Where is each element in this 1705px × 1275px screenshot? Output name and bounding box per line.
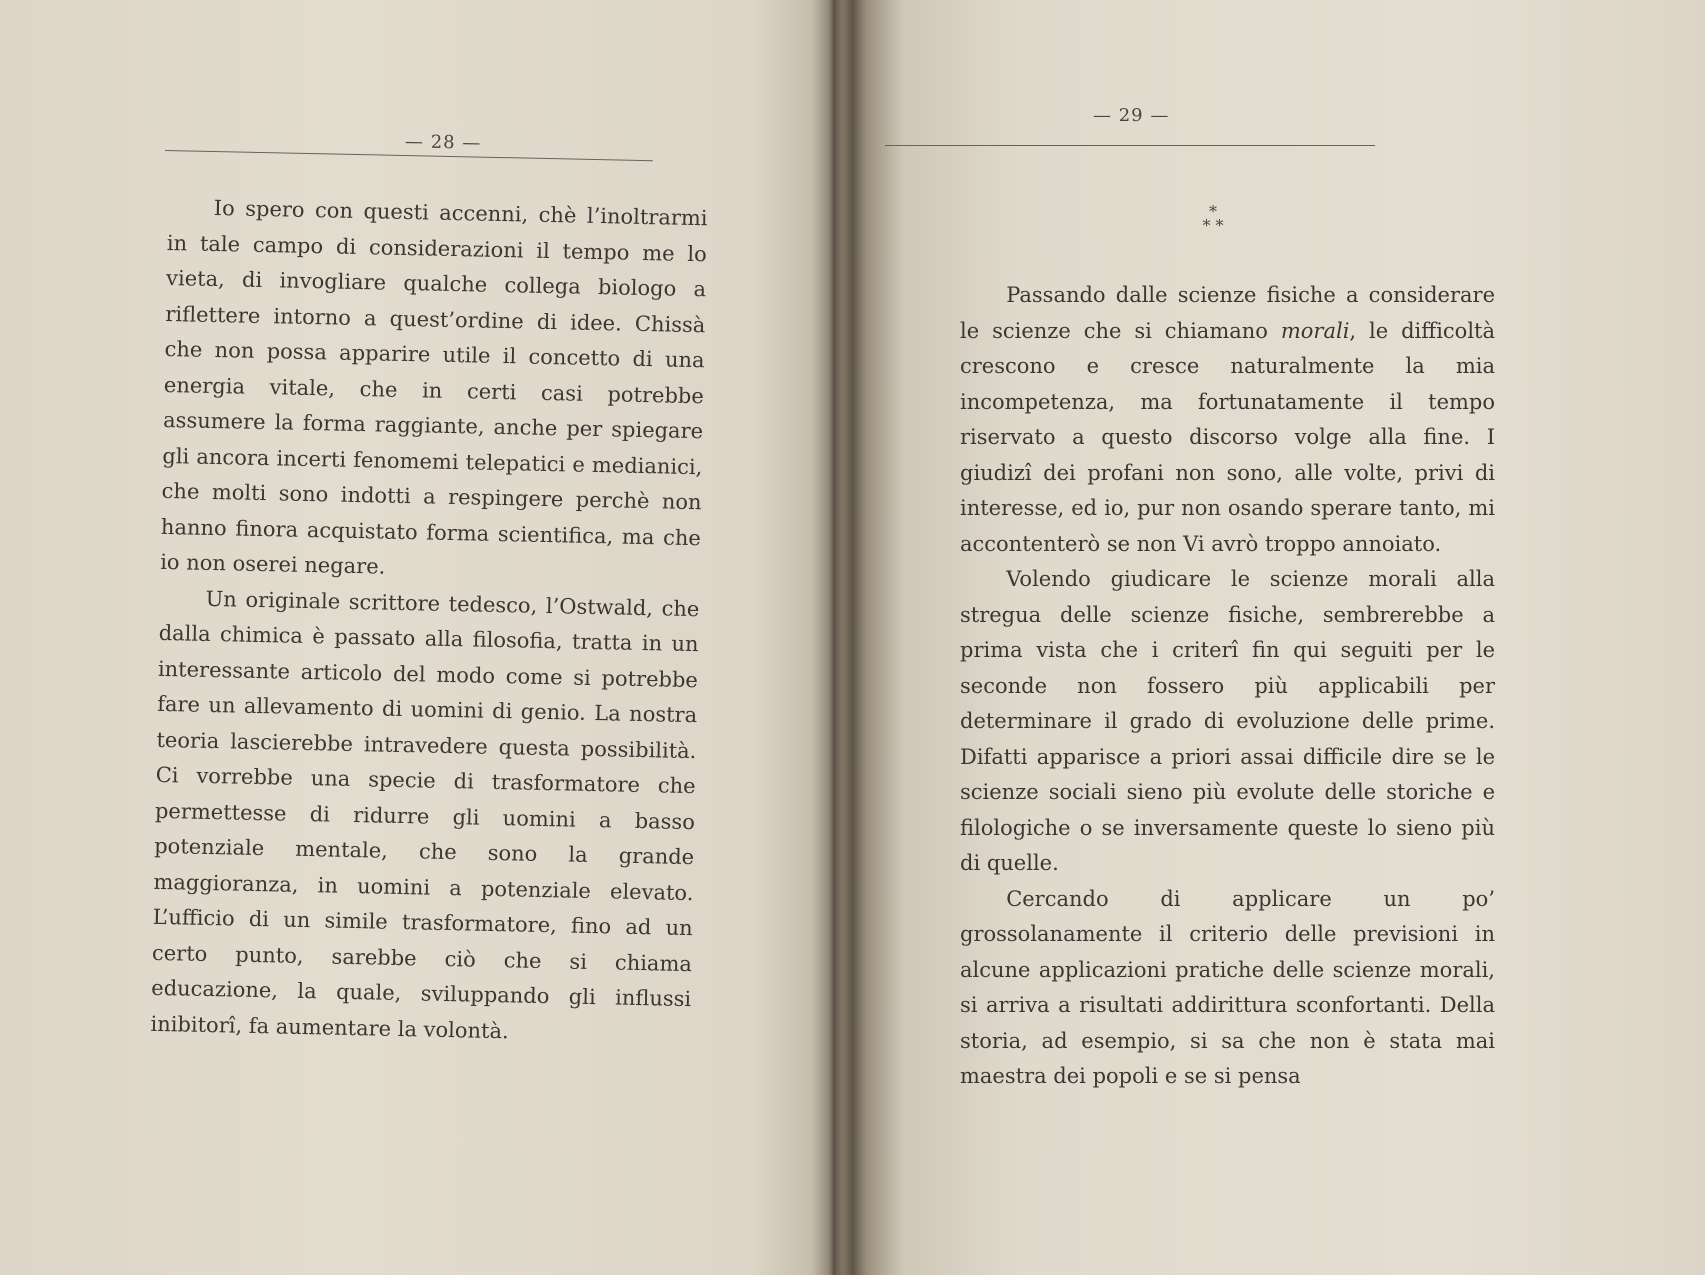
paragraph: Io spero con questi accenni, chè l’inoltrarmi in tale campo di considerazioni il tempo me lo vieta, di invogliare qualche collega biologo a riflettere intorno a quest’ordine di idee. Chissà che non possa apparire utile il concetto di una energia vitale, che in certi casi potrebbe assumere la forma raggiante, anche per spiegare gli ancora incerti fenomemi telepatici e medianici, che molti sono indotti a respingere perchè non hanno finora acquistato forma scientifica, ma che io non oserei negare.: [159, 195, 708, 579]
emphasis-text: morali: [1280, 318, 1350, 343]
page-number: — 29 —: [1093, 105, 1170, 126]
asterism-bottom: * *: [1202, 216, 1224, 235]
page-number: — 28 —: [404, 131, 482, 154]
paragraph-text: Passando dalle scienze fisiche a considerare le scienze che si chiamano: [960, 283, 1495, 343]
header-rule: [885, 145, 1375, 146]
paragraph: Volendo giudicare le scienze morali alla stregua delle scienze fisiche, sembrerebbe a prima vista che i criterî fin qui seguiti per le seconde non fossero più applicabili per determinare il grado di evoluzione delle prime. Difatti apparisce a priori assai difficile dire se le scienze sociali sieno più evolute delle storiche e filologiche o se inversamente queste lo sieno più di quelle.: [960, 567, 1495, 875]
asterism-top: *: [1209, 202, 1217, 221]
paragraph: Cercando di applicare un po’ grossolanamente il criterio delle previsioni in alcune applicazioni pratiche delle scienze morali, si arriva a risultati addirittura sconfortanti. Della storia, ad esempio, si sa che non è stata mai maestra dei popoli e se si pensa: [960, 886, 1495, 1088]
body-text: [150, 190, 708, 1053]
left-page: [0, 0, 820, 1275]
paragraph: Un originale scrittore tedesco, l’Ostwald, che dalla chimica è passato alla filosofia, tratta in un interessante articolo del modo come si potrebbe fare un allevamento di uomini di genio. La nostra teoria lascierebbe intravedere questa possibilità. Ci vorrebbe una specie di trasformatore che permettesse di ridurre gli uomini a basso potenziale mentale, che sono la grande maggioranza, in uomini a potenziale elevato. L’ufficio di un simile trasformatore, fino ad un certo punto, sarebbe ciò che si chiama educazione, la quale, sviluppando gli influssi inibitorî, fa aumentare la volontà.: [150, 586, 700, 1043]
body-text: [960, 278, 1495, 1095]
paragraph-text: , le difficoltà crescono e cresce naturalmente la mia incompetenza, ma fortunatamente il tempo riservato a questo discorso volge alla fine. I giudizî dei profani non sono, alle volte, privi di interesse, ed io, pur non osando sperare tanto, mi accontenterò se non Vi avrò troppo annoiato.: [960, 318, 1495, 556]
section-asterism: [1183, 202, 1243, 235]
paragraph: [960, 278, 1495, 562]
right-page: [850, 0, 1705, 1275]
